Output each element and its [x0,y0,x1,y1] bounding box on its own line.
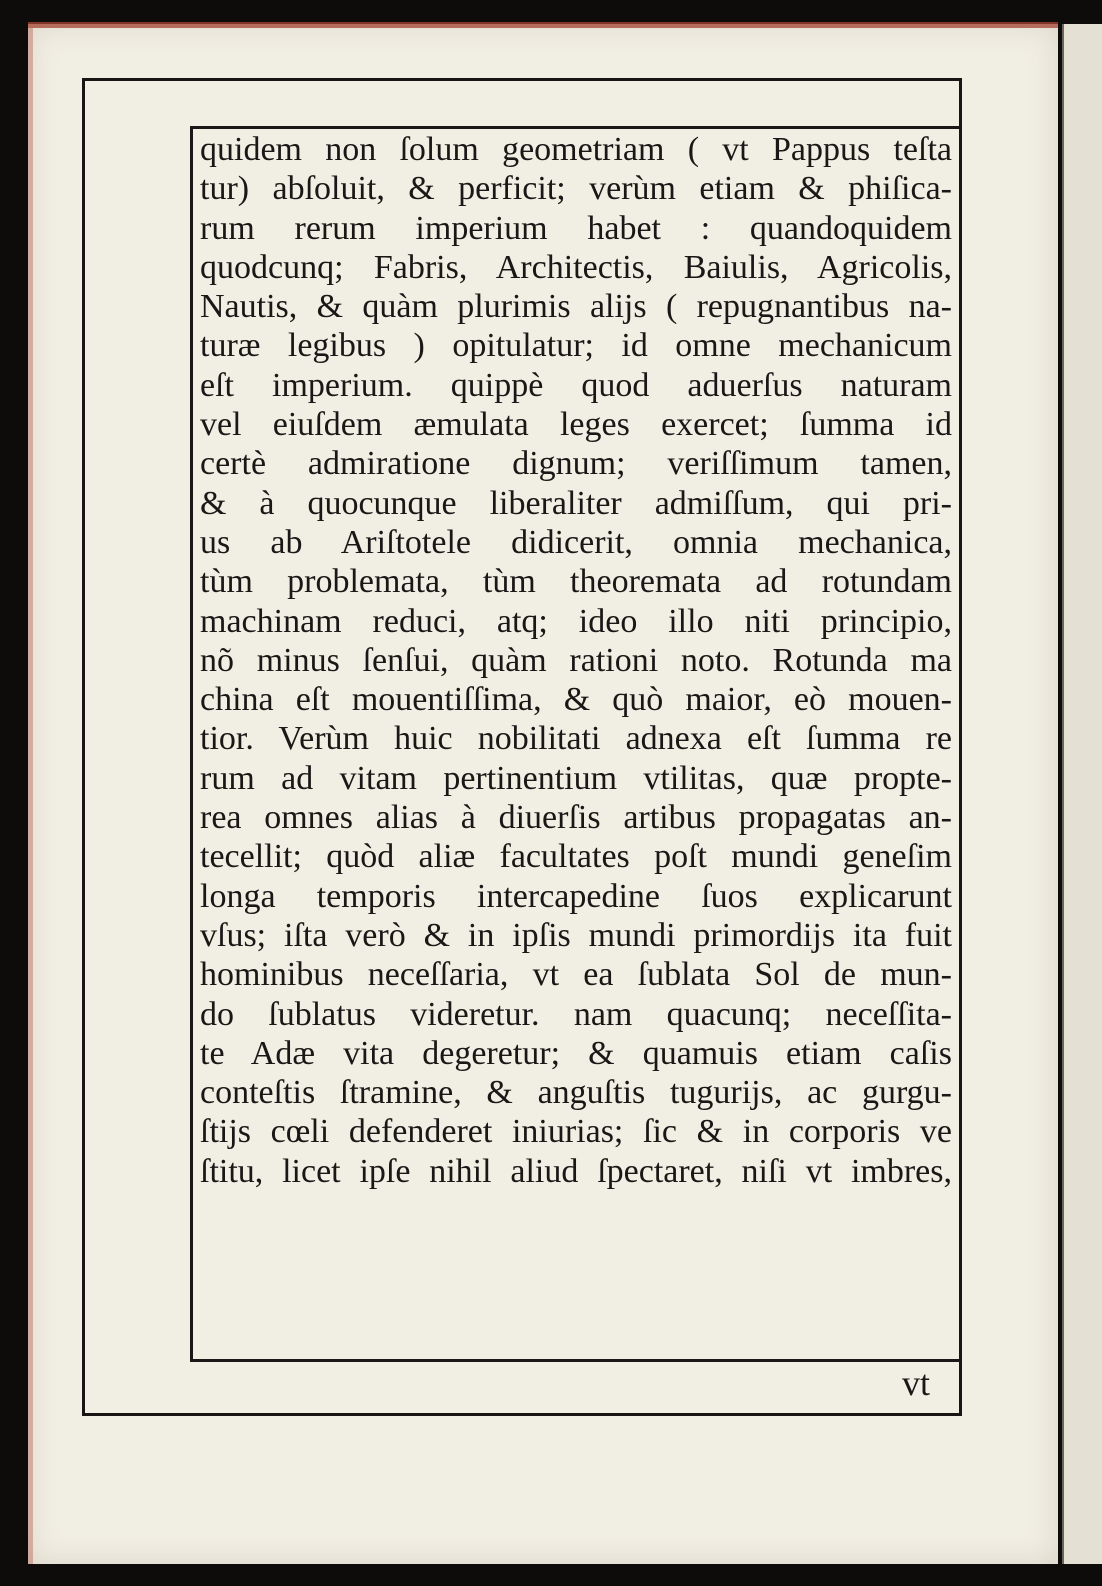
text-line: tecellit; quòd aliæ facultates poſt mundi geneſim [200,838,952,876]
text-line: certè admiratione dignum; veriſſimum tamen, [200,445,952,483]
text-line: ſtitu, licet ipſe nihil aliud ſpectaret, niſi vt imbres, [200,1152,952,1190]
text-line: eſt imperium. quippè quod aduerſus naturam [200,366,952,404]
text-line: quidem non ſolum geometriam ( vt Pappus teſta [200,131,952,168]
adjacent-leaf [1062,24,1102,1564]
text-line: us ab Ariſtotele didicerit, omnia mechanica, [200,523,952,561]
text-line: china eſt mouentiſſima, & quò maior, eò mouen- [200,681,952,719]
page-edge-left [28,24,33,1564]
text-line: rum rerum imperium habet : quandoquidem [200,209,952,247]
text-line: & à quocunque liberaliter admiſſum, qui pri- [200,484,952,522]
catchword: vt [901,1363,930,1403]
text-line: longa temporis intercapedine ſuos explicarunt [200,877,952,915]
text-line: hominibus neceſſaria, vt ea ſublata Sol de mun- [200,956,952,994]
text-line: te Adæ vita degeretur; & quamuis etiam caſis [200,1034,952,1072]
text-line: Nautis, & quàm plurimis alijs ( repugnantibus na- [200,288,952,326]
text-line: ſtijs cœli defenderet iniurias; ſic & in corporis ve [200,1113,952,1151]
text-line: nõ minus ſenſui, quàm rationi noto. Rotunda ma [200,641,952,679]
text-line: rea omnes alias à diuerſis artibus propagatas an- [200,799,952,837]
text-line: quodcunq; Fabris, Architectis, Baiulis, Agricolis, [200,248,952,286]
text-line: conteſtis ſtramine, & anguſtis tugurijs, ac gurgu- [200,1074,952,1112]
page-edge-stain [28,22,1058,28]
text-line: vel eiuſdem æmulata leges exercet; ſumma id [200,406,952,444]
text-line: tùm problemata, tùm theoremata ad rotundam [200,563,952,601]
text-column [200,130,952,1191]
text-line: vſus; iſta verò & in ipſis mundi primordijs ita fuit [200,916,952,954]
text-line: rum ad vitam pertinentium vtilitas, quæ propte- [200,759,952,797]
text-line: turæ legibus ) opitulatur; id omne mechanicum [200,327,952,365]
text-line: tur) abſoluit, & perficit; verùm etiam & phiſica- [200,170,952,208]
text-line: tior. Verùm huic nobilitati adnexa eſt ſumma re [200,720,952,758]
text-line: do ſublatus videretur. nam quacunq; neceſſita- [200,995,952,1033]
text-line: machinam reduci, atq; ideo illo niti principio, [200,602,952,640]
